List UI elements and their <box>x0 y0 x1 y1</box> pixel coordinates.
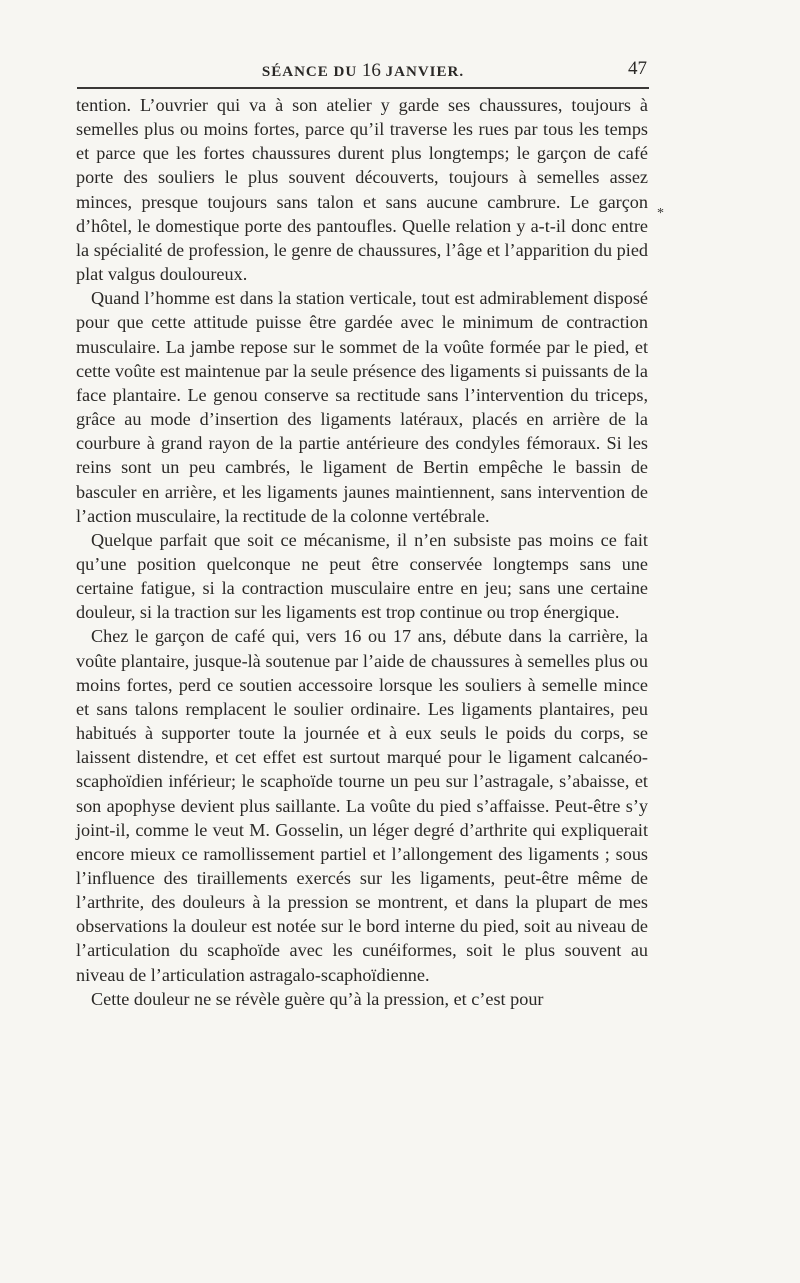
paragraph-continuation: tention. L’ouvrier qui va à son atelier y garde ses chaussures, toujours à semelles plus ou moins fortes, parce qu’il traverse les rues par tous les temps et parce que les fortes chaussures durent plus longtemps; le garçon de café porte des souliers le plus souvent découverts, toujours à semelles assez minces, presque toujours sans talon et sans aucune cambrure. Le garçon d’hôtel, le domestique porte des pantoufles. Quelle relation y a-t-il donc entre la spécialité de profession, le genre de chaussures, l’âge et l’apparition du pied plat valgus douloureux. <box>76 95 648 285</box>
page-number: 47 <box>628 58 647 79</box>
running-title-day: 16 <box>361 60 381 81</box>
paragraph-garcon-de-cafe: Chez le garçon de café qui, vers 16 ou 17 ans, débute dans la carrière, la voûte plantaire, jusque-là soutenue par l’aide de chaussures à semelles plus ou moins fortes, perd ce soutien accessoire lorsque les souliers à semelle mince et sans talons remplacent le soulier ordinaire. Les ligaments plantaires, peu habitués à supporter toute la journée et à eux seuls le poids du corps, se laissent distendre, et cet effet est surtout marqué pour le ligament calcanéo-scaphoïdien inférieur; le scaphoïde tourne un peu sur l’astragale, s’abaisse, et son apophyse devient plus saillante. La voûte du pied s’affaisse. Peut-être s’y joint-il, comme le veut M. Gosselin, un léger degré d’arthrite qui expliquerait encore mieux ce ramollissement partiel et l’allongement des ligaments ; sous l’influence des tiraillements exercés sur les ligaments, peut-être même de l’arthrite, des douleurs à la pression se montrent, et dans la plupart de mes observations la douleur est notée sur le bord interne du pied, soit au niveau de l’articulation du scaphoïde avec les cunéiformes, soit le plus souvent au niveau de l’articulation astragalo-scaphoïdienne. <box>76 626 648 985</box>
running-head <box>77 58 649 84</box>
header-rule <box>77 87 649 89</box>
paragraph-douleur: Cette douleur ne se révèle guère qu’à la pression, et c’est pour <box>91 988 544 1009</box>
body-text <box>76 93 648 1011</box>
running-title-month: JANVIER. <box>385 64 465 80</box>
paragraph-mecanisme: Quelque parfait que soit ce mécanisme, il n’en subsiste pas moins ce fait qu’une position quelconque ne peut être conservée longtemps sans une certaine fatigue, si la contraction musculaire entre en jeu; sans une certaine douleur, si la traction sur les ligaments est trop continue ou trop énergique. <box>76 529 648 623</box>
paragraph-station-verticale: Quand l’homme est dans la station verticale, tout est admirablement disposé pour que cette attitude puisse être gardée avec le minimum de contraction musculaire. La jambe repose sur le sommet de la voûte formée par le pied, et cette voûte est maintenue par la seule présence des ligaments si puissants de la face plantaire. Le genou conserve sa rectitude sans l’intervention du triceps, grâce au mode d’insertion des ligaments latéraux, placés en arrière de la courbure à grand rayon de la partie antérieure des condyles fémoraux. Si les reins sont un peu cambrés, le ligament de Bertin empêche le bassin de basculer en arrière, et les ligaments jaunes maintiennent, sans intervention de l’action musculaire, la rectitude de la colonne vertébrale. <box>76 288 648 526</box>
margin-mark: * <box>657 206 664 221</box>
running-title <box>77 60 649 82</box>
running-title-prefix: SÉANCE DU <box>261 64 358 80</box>
